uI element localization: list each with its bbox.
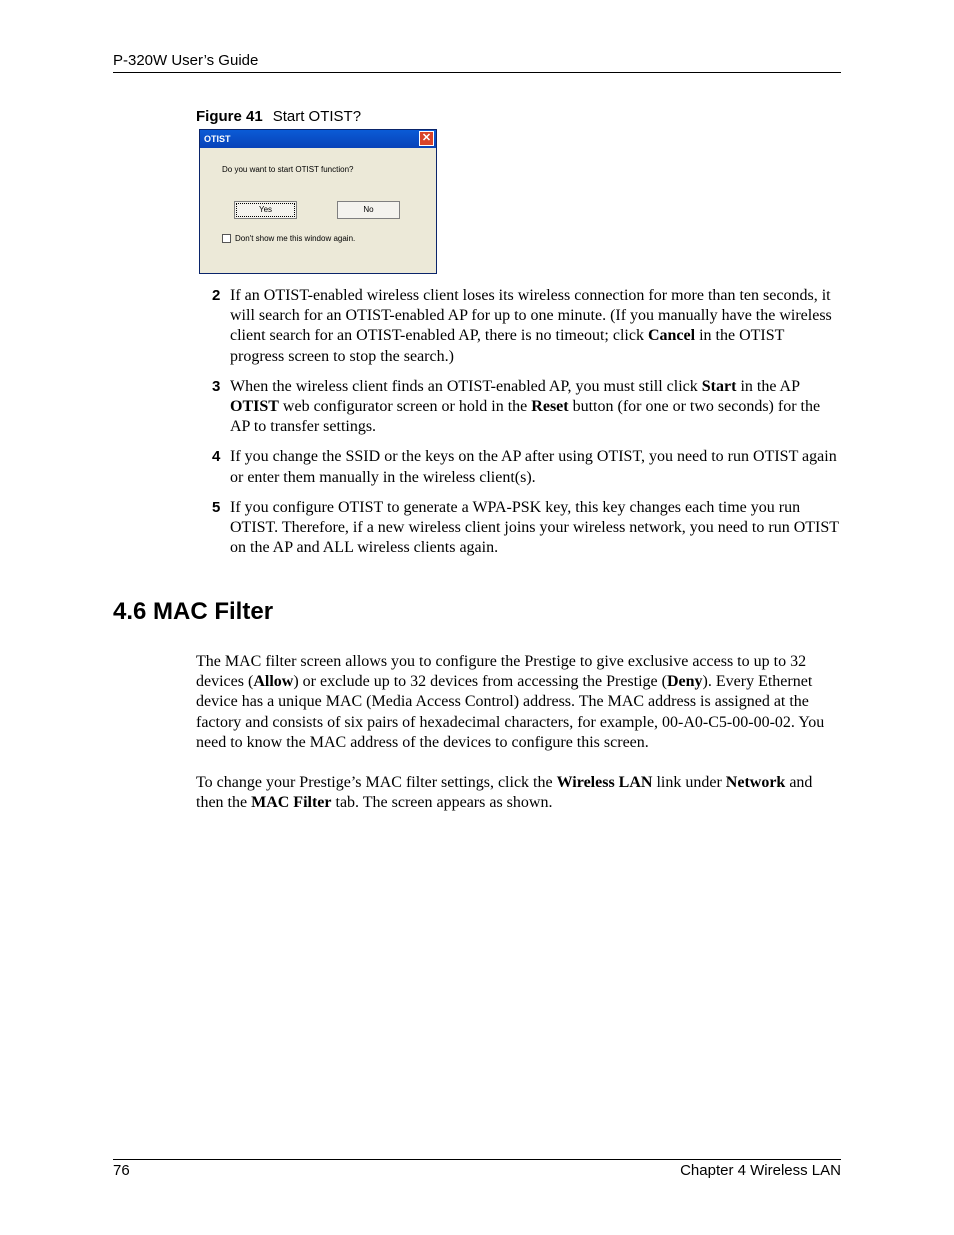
text-run: ) or exclude up to 32 devices from accessing the Prestige ( <box>293 673 667 691</box>
section-heading: 4.6 MAC Filter <box>113 598 274 625</box>
body-paragraph <box>196 773 841 813</box>
bold-term: Allow <box>253 673 294 691</box>
step-number: 3 <box>212 377 221 395</box>
text-run: button (for one or two seconds) for the AP to transfer settings. <box>230 398 821 436</box>
dialog-question: Do you want to start OTIST function? <box>222 165 354 174</box>
dont-show-row <box>222 234 355 243</box>
header-rule <box>113 72 841 73</box>
step-text <box>230 377 842 438</box>
no-button[interactable]: No <box>337 201 400 219</box>
bold-term: Cancel <box>647 327 696 345</box>
text-run: web configurator screen or hold in the <box>278 398 532 416</box>
step-text <box>230 286 842 367</box>
text-run: link under <box>652 774 726 791</box>
list-item <box>205 498 845 559</box>
text-run: When the wireless client finds an OTIST-enabled AP, you must still click <box>230 377 702 395</box>
footer-rule <box>113 1159 841 1160</box>
figure-caption <box>196 108 361 125</box>
text-run: If you configure OTIST to generate a WPA-PSK key, this key changes each time you run OTIST. Therefore, if a new wireless client joins your wireless network, you need to run OTIST on the AP and ALL wireless clients again. <box>230 498 839 557</box>
bold-term: Wireless LAN <box>556 774 653 791</box>
list-item <box>205 447 845 487</box>
bold-term: Start <box>701 377 737 395</box>
step-list <box>205 286 845 568</box>
dont-show-label: Don't show me this window again. <box>235 234 356 243</box>
close-icon[interactable]: ✕ <box>419 131 434 146</box>
bold-term: Reset <box>531 398 569 416</box>
chapter-title: Chapter 4 Wireless LAN <box>680 1162 841 1179</box>
bold-term: Network <box>725 774 786 791</box>
step-text <box>230 498 842 559</box>
bold-term: MAC Filter <box>251 794 332 812</box>
list-item <box>205 286 845 367</box>
text-run: in the AP <box>736 377 800 395</box>
text-run: The MAC filter screen allows you to configure the Prestige to give exclusive access to up to 32 devices ( <box>196 653 807 691</box>
step-number: 2 <box>212 287 221 304</box>
otist-dialog <box>199 129 437 274</box>
text-run: To change your Prestige’s MAC filter settings, click the <box>196 774 557 791</box>
dont-show-checkbox[interactable] <box>222 234 231 243</box>
yes-button[interactable]: Yes <box>234 201 297 219</box>
text-run: tab. The screen appears as shown. <box>331 794 553 812</box>
bold-term: Deny <box>666 673 703 691</box>
figure-label: Figure 41 <box>196 108 263 125</box>
text-run: in the OTIST progress screen to stop the search.) <box>230 327 785 365</box>
text-run: If you change the SSID or the keys on the AP after using OTIST, you need to run OTIST again or enter them manually in the wireless client(s). <box>230 448 837 486</box>
page-number: 76 <box>113 1162 130 1179</box>
bold-term: OTIST <box>230 398 279 416</box>
step-number: 5 <box>212 498 221 516</box>
dialog-title: OTIST <box>204 134 231 144</box>
body-paragraph <box>196 652 841 753</box>
step-number: 4 <box>212 448 221 466</box>
running-header: P-320W User’s Guide <box>113 52 259 69</box>
dialog-titlebar <box>200 130 436 148</box>
text-run: If an OTIST-enabled wireless client loses its wireless connection for more than ten seconds, it will search for an OTIST-enabled AP for up to one minute. (If you manually have the wireless client search for an OTIST-enabled AP, there is no timeout; click <box>230 287 832 345</box>
step-text <box>230 447 842 487</box>
figure-title: Start OTIST? <box>272 108 362 125</box>
list-item <box>205 377 845 438</box>
text-run: ). Every Ethernet device has a unique MAC (Media Access Control) address. The MAC address is assigned at the factory and consists of six pairs of hexadecimal characters, for example, 00-A0-C5-00-00-02. You need to know the MAC address of the devices to configure this screen. <box>196 673 825 751</box>
text-run: and then the <box>196 774 813 812</box>
